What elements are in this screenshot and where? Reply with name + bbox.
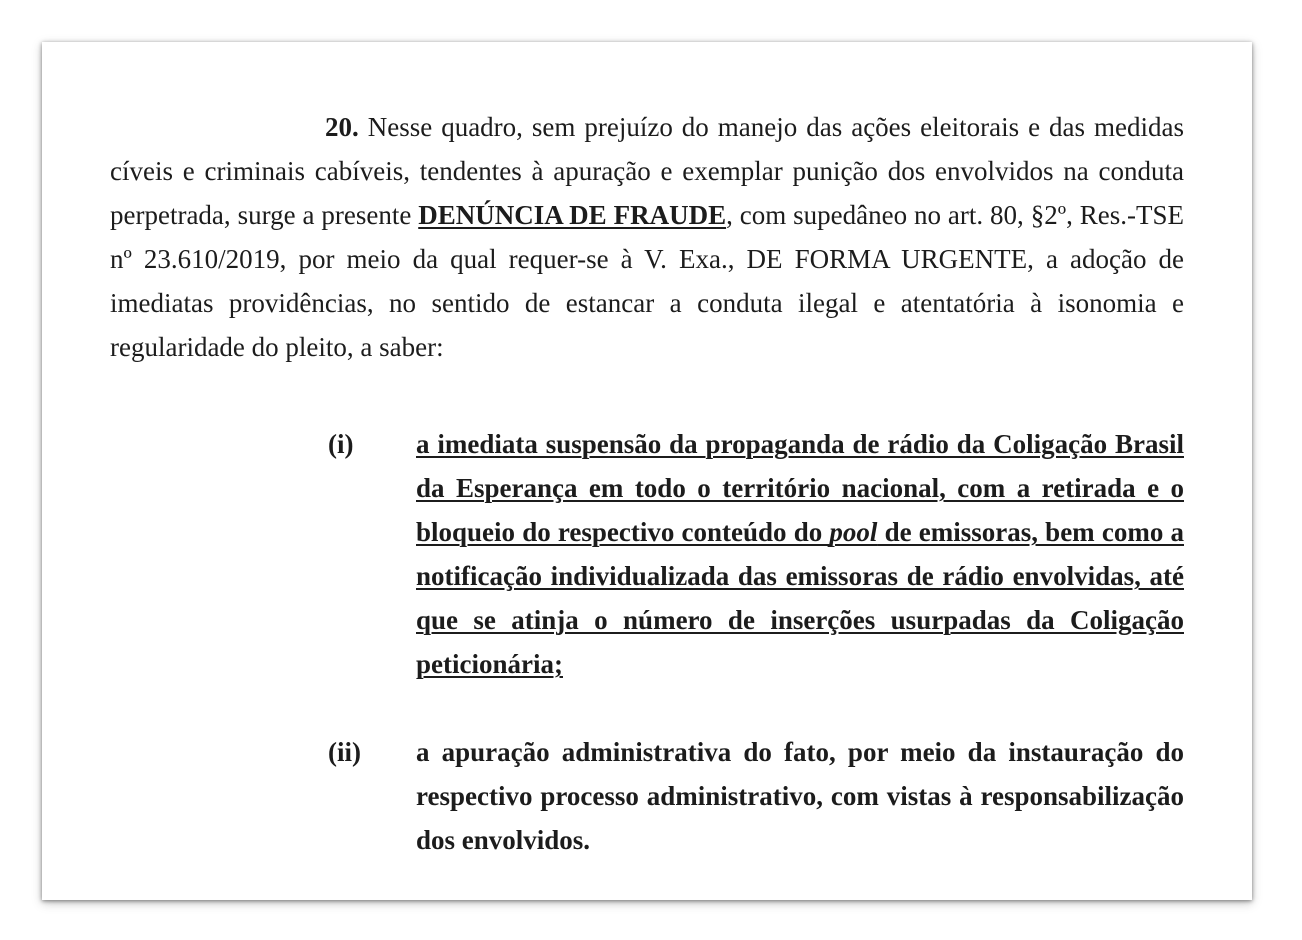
paragraph-text-before: Nesse quadro, sem prejuízo do manejo das ações eleitorais e das medidas cíveis e criminais cabíveis, tendentes à apuração e exemplar punição dos envolvidos na conduta perpetrada, surge a presente xyxy=(110,112,1184,230)
paragraph-text-after: , com supedâneo no art. 80, §2º, Res.-TSE nº 23.610/2019, por meio da qual requer-se à V. Exa., DE FORMA URGENTE, a adoção de imediatas providências, no sentido de estancar a conduta ilegal e atentatória à isonomia e regularidade do pleito, a saber: xyxy=(110,200,1184,362)
item-italic-term: pool xyxy=(829,517,878,547)
item-text-after: de emissoras, bem como a notificação individualizada das emissoras de rádio envolvidas, até que se atinja o número de inserções usurpadas da Coligação peticionária; xyxy=(416,517,1184,679)
request-item-i xyxy=(328,422,1184,686)
item-marker: (i) xyxy=(328,429,354,459)
item-marker: (ii) xyxy=(328,737,361,767)
request-item-ii xyxy=(328,730,1184,862)
paragraph-number: 20. xyxy=(325,112,359,142)
item-text-before: a imediata suspensão da propaganda de rádio da Coligação Brasil da Esperança em todo o território nacional, com a retirada e o bloqueio do respectivo conteúdo do xyxy=(416,429,1184,547)
item-text: a apuração administrativa do fato, por meio da instauração do respectivo processo administrativo, com vistas à responsabilização dos envolvidos. xyxy=(416,737,1184,855)
item-text xyxy=(416,422,1184,686)
document-page xyxy=(42,42,1252,900)
paragraph-20 xyxy=(110,105,1184,369)
fraud-complaint-highlight: DENÚNCIA DE FRAUDE xyxy=(418,200,727,230)
